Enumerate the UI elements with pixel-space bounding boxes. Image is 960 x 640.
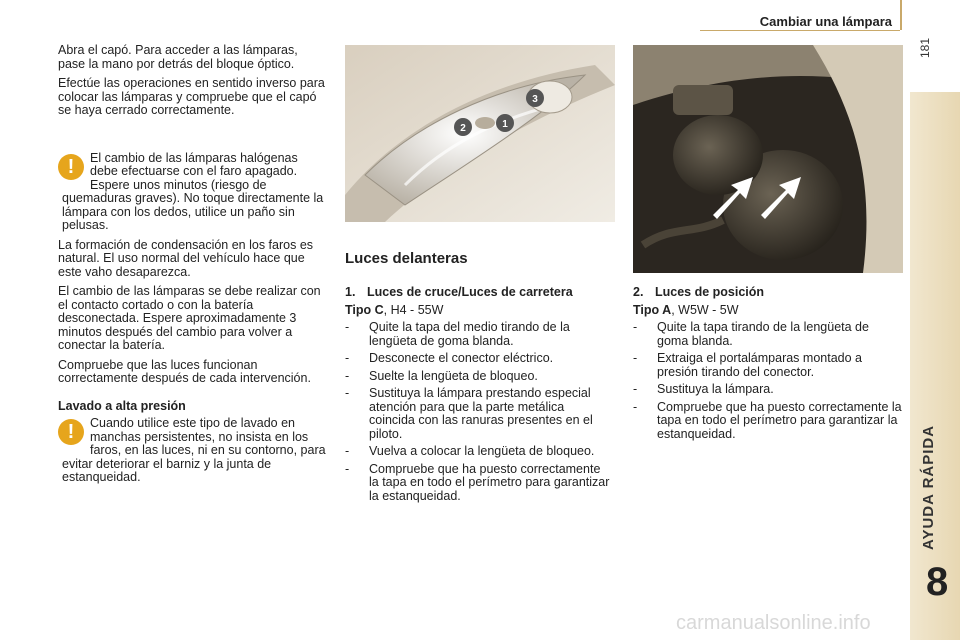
callout-label-2	[454, 118, 472, 136]
left-column	[58, 44, 326, 491]
headlamp-illustration	[345, 45, 615, 222]
bulb-type-line: Tipo C, H4 - 55W	[345, 302, 444, 317]
intro-paragraph-2: Efectúe las operaciones en sentido inverso para colocar las lámparas y compruebe que el capó se haya cerrado correctamente.	[58, 76, 325, 117]
svg-text:1: 1	[502, 119, 508, 130]
chapter-number: 8	[926, 560, 949, 604]
check-paragraph: Compruebe que las luces funcionan correctamente después de cada intervención.	[58, 357, 311, 385]
list-item: - Desconecte el conector eléctrico.	[345, 351, 554, 365]
bulb-type-line: Tipo A, W5W - 5W	[633, 302, 739, 317]
warning-icon: !	[58, 154, 84, 180]
warning-block-1	[58, 152, 326, 233]
list-item: - Sustituya la lámpara.	[633, 382, 774, 396]
engine-bay-illustration	[633, 45, 903, 273]
position-light-steps-list	[633, 321, 903, 441]
page-number: 181	[918, 37, 932, 58]
battery-paragraph: El cambio de las lámparas se debe realizar con el contacto cortado o con la batería desconectada. Espere aproximadamente 3 minutos después del cambio para volver a conectar la batería.	[58, 284, 321, 352]
low-high-beam-heading: 1. Luces de cruce/Luces de carretera	[345, 285, 573, 299]
callout-label-1	[496, 114, 514, 132]
svg-text:3: 3	[532, 94, 538, 105]
pressure-wash-heading: Lavado a alta presión	[58, 398, 186, 413]
header-tick	[900, 0, 902, 30]
watermark: carmanualsonline.info	[676, 612, 871, 634]
header-rule	[700, 30, 900, 31]
chapter-side-tab-label: AYUDA RÁPIDA	[920, 424, 937, 550]
list-item: - Extraiga el portalámparas montado a presión tirando del conector.	[633, 351, 862, 379]
list-item: - Suelte la lengüeta de bloqueo.	[345, 368, 538, 383]
list-item: - Vuelva a colocar la lengüeta de bloqueo.	[345, 444, 595, 458]
engine-bay-photo	[633, 45, 903, 273]
intro-paragraph-1: Abra el capó. Para acceder a las lámparas, pase la mano por detrás del bloque óptico.	[58, 43, 298, 71]
warning-block-2	[58, 417, 326, 485]
chapter-side-tab	[910, 92, 960, 640]
condensation-paragraph: La formación de condensación en los faros es natural. El uso normal del vehículo hace que este vaho desaparezca.	[58, 237, 314, 279]
middle-column	[345, 286, 613, 507]
headlamp-photo	[345, 45, 615, 222]
section-title: Luces delanteras	[345, 250, 468, 267]
warning-text-2: Cuando utilice este tipo de lavado en manchas persistentes, no insista en los faros, en las luces, ni en su contorno, para evitar deteriorar el barniz y la junta de estanqueidad.	[62, 416, 326, 484]
list-item: - Quite la tapa tirando de la lengüeta de goma blanda.	[633, 320, 869, 348]
low-beam-steps-list	[345, 321, 613, 503]
callout-label-3	[526, 89, 544, 107]
warning-icon: !	[58, 419, 84, 445]
warning-text-1: El cambio de las lámparas halógenas debe efectuarse con el faro apagado. Espere unos minutos (riesgo de quemaduras graves). No toque directamente la lámpara con los dedos, utilice un paño sin pelusas.	[62, 150, 324, 232]
list-item: - Compruebe que ha puesto correctamente la tapa en todo el perímetro para garantizar la estanqueidad.	[633, 399, 902, 441]
list-item: - Sustituya la lámpara prestando especial atención para que la parte metálica coincida con las ranuras presentes en el piloto.	[345, 386, 593, 441]
list-item: - Compruebe que ha puesto correctamente la tapa en todo el perímetro para garantizar la estanqueidad.	[345, 461, 610, 503]
svg-text:2: 2	[460, 123, 466, 134]
position-lights-heading: 2. Luces de posición	[633, 285, 765, 299]
page-header-title: Cambiar una lámpara	[759, 14, 892, 29]
list-item: - Quite la tapa del medio tirando de la lengüeta de goma blanda.	[345, 320, 570, 348]
right-column	[633, 286, 903, 445]
